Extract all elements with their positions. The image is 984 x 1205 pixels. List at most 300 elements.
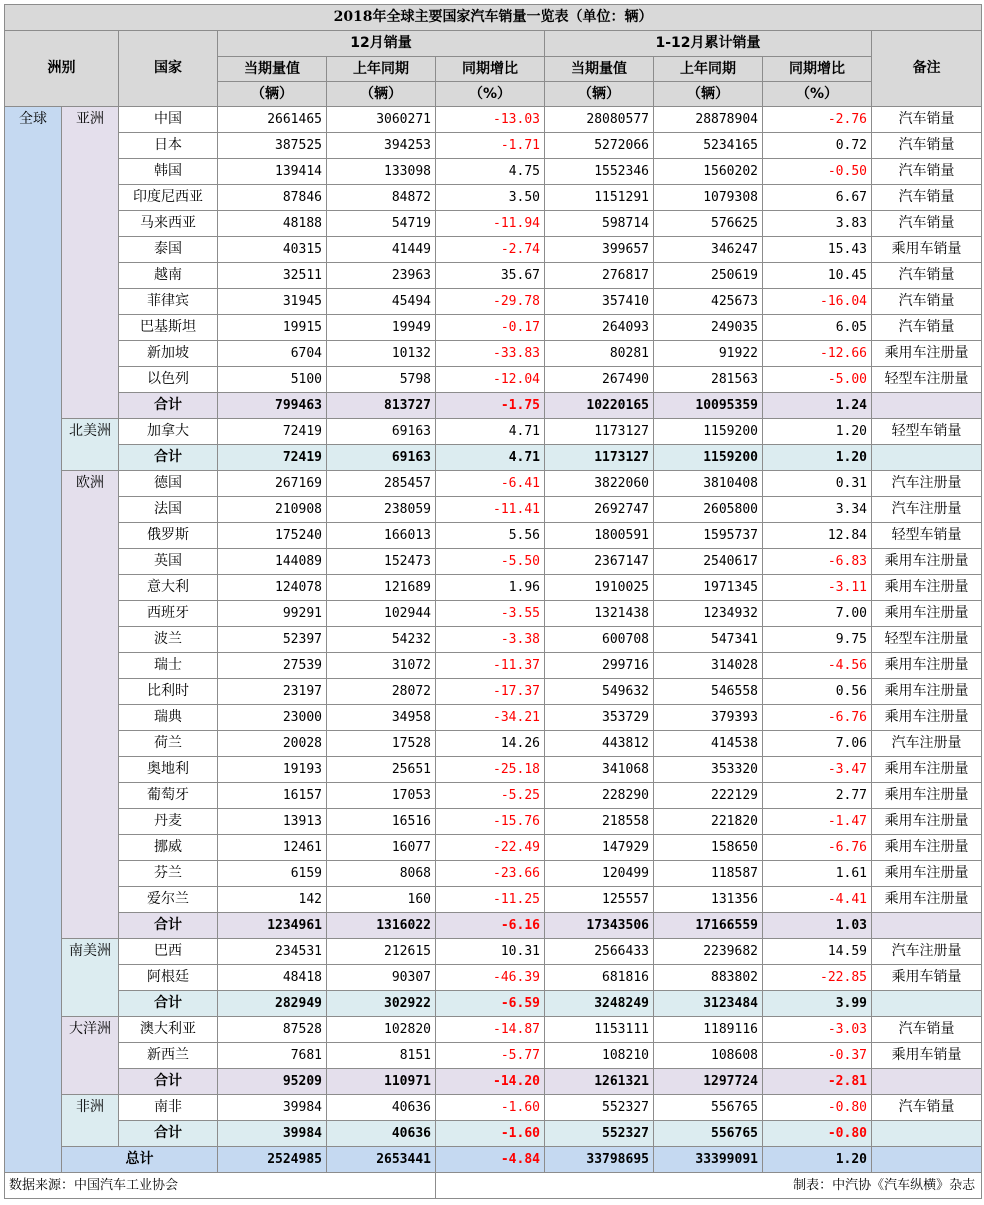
cell-dec-prev: 212615 (327, 939, 436, 965)
cell-country: 印度尼西亚 (119, 185, 218, 211)
cell-ytd-yoy: -6.76 (763, 705, 872, 731)
cell-ytd-prev: 1159200 (654, 445, 763, 471)
cell-ytd-yoy: 1.61 (763, 861, 872, 887)
cell-country: 德国 (119, 471, 218, 497)
cell-ytd-prev: 131356 (654, 887, 763, 913)
cell-ytd-yoy: -22.85 (763, 965, 872, 991)
cell-dec-yoy: -17.37 (436, 679, 545, 705)
cell-dec-yoy: 4.71 (436, 419, 545, 445)
cell-ytd-current: 3248249 (545, 991, 654, 1017)
cell-note: 汽车销量 (872, 315, 982, 341)
cell-ytd-yoy: -1.47 (763, 809, 872, 835)
table-row (5, 601, 982, 627)
table-credit: 制表：中汽协《汽车纵横》杂志 (436, 1173, 982, 1199)
cell-country: 挪威 (119, 835, 218, 861)
cell-ytd-prev: 108608 (654, 1043, 763, 1069)
cell-ytd-prev: 546558 (654, 679, 763, 705)
cell-dec-yoy: -11.37 (436, 653, 545, 679)
cell-dec-current: 1234961 (218, 913, 327, 939)
cell-ytd-current: 549632 (545, 679, 654, 705)
cell-dec-yoy: -0.17 (436, 315, 545, 341)
cell-country: 爱尔兰 (119, 887, 218, 913)
cell-dec-yoy: -23.66 (436, 861, 545, 887)
cell-ytd-yoy: -5.00 (763, 367, 872, 393)
cell-ytd-yoy: -2.81 (763, 1069, 872, 1095)
table-row (5, 341, 982, 367)
cell-note: 乘用车注册量 (872, 887, 982, 913)
cell-ytd-yoy: -4.41 (763, 887, 872, 913)
cell-dec-yoy: -11.25 (436, 887, 545, 913)
cell-ytd-prev: 17166559 (654, 913, 763, 939)
cell-ytd-current: 267490 (545, 367, 654, 393)
cell-ytd-current: 33798695 (545, 1147, 654, 1173)
cell-ytd-prev: 33399091 (654, 1147, 763, 1173)
table-row (5, 575, 982, 601)
table-row (5, 185, 982, 211)
cell-note: 乘用车注册量 (872, 575, 982, 601)
cell-note-empty (872, 393, 982, 419)
cell-note-empty (872, 1069, 982, 1095)
subtotal-label: 合计 (119, 1069, 218, 1095)
cell-country: 法国 (119, 497, 218, 523)
cell-dec-yoy: -34.21 (436, 705, 545, 731)
cell-dec-prev: 40636 (327, 1095, 436, 1121)
cell-dec-prev: 40636 (327, 1121, 436, 1147)
cell-ytd-yoy: 1.03 (763, 913, 872, 939)
table-row (5, 861, 982, 887)
cell-ytd-prev: 883802 (654, 965, 763, 991)
cell-ytd-yoy: -3.47 (763, 757, 872, 783)
header-continent: 洲别 (5, 31, 119, 107)
cell-country: 阿根廷 (119, 965, 218, 991)
total-label: 总计 (62, 1147, 218, 1173)
cell-dec-prev: 3060271 (327, 107, 436, 133)
cell-note-empty (872, 1121, 982, 1147)
table-row (5, 159, 982, 185)
cell-ytd-prev: 10095359 (654, 393, 763, 419)
cell-ytd-yoy: 3.34 (763, 497, 872, 523)
cell-dec-yoy: -15.76 (436, 809, 545, 835)
cell-dec-yoy: -25.18 (436, 757, 545, 783)
cell-country: 加拿大 (119, 419, 218, 445)
cell-note: 汽车销量 (872, 1017, 982, 1043)
cell-ytd-yoy: 0.31 (763, 471, 872, 497)
cell-country: 英国 (119, 549, 218, 575)
cell-dec-yoy: -1.71 (436, 133, 545, 159)
header-dec-yoy-unit: （%） (436, 82, 545, 107)
cell-dec-current: 20028 (218, 731, 327, 757)
cell-dec-current: 13913 (218, 809, 327, 835)
cell-dec-prev: 16077 (327, 835, 436, 861)
header-ytd-prev-unit: （辆） (654, 82, 763, 107)
cell-country: 越南 (119, 263, 218, 289)
cell-ytd-yoy: -2.76 (763, 107, 872, 133)
cell-ytd-current: 2367147 (545, 549, 654, 575)
cell-ytd-prev: 1189116 (654, 1017, 763, 1043)
cell-dec-yoy: -4.84 (436, 1147, 545, 1173)
cell-dec-yoy: -5.77 (436, 1043, 545, 1069)
cell-dec-current: 7681 (218, 1043, 327, 1069)
cell-ytd-current: 1151291 (545, 185, 654, 211)
cell-country: 荷兰 (119, 731, 218, 757)
cell-note: 汽车销量 (872, 289, 982, 315)
subtotal-label: 合计 (119, 445, 218, 471)
cell-note: 汽车销量 (872, 159, 982, 185)
cell-dec-prev: 8151 (327, 1043, 436, 1069)
cell-dec-current: 52397 (218, 627, 327, 653)
cell-dec-yoy: -1.60 (436, 1095, 545, 1121)
header-dec-current-unit: （辆） (218, 82, 327, 107)
cell-note: 轻型车注册量 (872, 627, 982, 653)
cell-country: 芬兰 (119, 861, 218, 887)
cell-dec-prev: 90307 (327, 965, 436, 991)
continent-cell: 亚洲 (62, 107, 119, 419)
cell-country: 葡萄牙 (119, 783, 218, 809)
continent-cell: 大洋洲 (62, 1017, 119, 1095)
cell-dec-yoy: -6.41 (436, 471, 545, 497)
cell-note-empty (872, 991, 982, 1017)
cell-dec-yoy: -5.25 (436, 783, 545, 809)
cell-dec-prev: 302922 (327, 991, 436, 1017)
cell-dec-current: 23000 (218, 705, 327, 731)
cell-country: 波兰 (119, 627, 218, 653)
cell-dec-current: 19915 (218, 315, 327, 341)
cell-ytd-yoy: 1.20 (763, 419, 872, 445)
cell-dec-current: 139414 (218, 159, 327, 185)
cell-dec-current: 48188 (218, 211, 327, 237)
cell-ytd-prev: 379393 (654, 705, 763, 731)
table-row (5, 289, 982, 315)
cell-dec-yoy: -1.60 (436, 1121, 545, 1147)
cell-ytd-current: 147929 (545, 835, 654, 861)
cell-ytd-current: 552327 (545, 1095, 654, 1121)
cell-ytd-current: 28080577 (545, 107, 654, 133)
cell-ytd-prev: 314028 (654, 653, 763, 679)
cell-ytd-current: 1910025 (545, 575, 654, 601)
table-row (5, 1095, 982, 1121)
cell-ytd-prev: 1079308 (654, 185, 763, 211)
header-ytd-current-unit: （辆） (545, 82, 654, 107)
table-row (5, 757, 982, 783)
cell-country: 日本 (119, 133, 218, 159)
cell-dec-prev: 19949 (327, 315, 436, 341)
table-row (5, 315, 982, 341)
cell-country: 巴西 (119, 939, 218, 965)
cell-note: 轻型车销量 (872, 523, 982, 549)
cell-note: 轻型车注册量 (872, 367, 982, 393)
cell-ytd-current: 264093 (545, 315, 654, 341)
subtotal-label: 合计 (119, 1121, 218, 1147)
cell-dec-prev: 16516 (327, 809, 436, 835)
cell-ytd-yoy: 0.56 (763, 679, 872, 705)
cell-note: 乘用车注册量 (872, 653, 982, 679)
table-row (5, 237, 982, 263)
cell-ytd-yoy: -4.56 (763, 653, 872, 679)
cell-dec-prev: 2653441 (327, 1147, 436, 1173)
table-row (5, 211, 982, 237)
cell-dec-current: 799463 (218, 393, 327, 419)
cell-ytd-yoy: 7.06 (763, 731, 872, 757)
header-ytd-yoy-unit: （%） (763, 82, 872, 107)
cell-dec-current: 19193 (218, 757, 327, 783)
header-note: 备注 (872, 31, 982, 107)
cell-dec-current: 12461 (218, 835, 327, 861)
cell-ytd-current: 552327 (545, 1121, 654, 1147)
subtotal-row (5, 393, 982, 419)
cell-country: 中国 (119, 107, 218, 133)
cell-dec-yoy: -2.74 (436, 237, 545, 263)
cell-dec-current: 99291 (218, 601, 327, 627)
table-row (5, 471, 982, 497)
cell-dec-yoy: -12.04 (436, 367, 545, 393)
cell-ytd-yoy: 1.24 (763, 393, 872, 419)
cell-ytd-prev: 3810408 (654, 471, 763, 497)
continent-cell: 非洲 (62, 1095, 119, 1147)
cell-ytd-current: 681816 (545, 965, 654, 991)
cell-dec-prev: 84872 (327, 185, 436, 211)
cell-ytd-yoy: 14.59 (763, 939, 872, 965)
cell-ytd-current: 399657 (545, 237, 654, 263)
cell-dec-yoy: -6.16 (436, 913, 545, 939)
cell-note: 乘用车注册量 (872, 783, 982, 809)
cell-dec-prev: 121689 (327, 575, 436, 601)
cell-ytd-yoy: 15.43 (763, 237, 872, 263)
cell-dec-current: 72419 (218, 445, 327, 471)
cell-ytd-yoy: 1.20 (763, 445, 872, 471)
cell-dec-prev: 69163 (327, 419, 436, 445)
cell-note: 乘用车注册量 (872, 835, 982, 861)
cell-country: 马来西亚 (119, 211, 218, 237)
cell-dec-prev: 8068 (327, 861, 436, 887)
cell-dec-current: 282949 (218, 991, 327, 1017)
cell-dec-yoy: 14.26 (436, 731, 545, 757)
cell-dec-current: 387525 (218, 133, 327, 159)
cell-dec-prev: 102820 (327, 1017, 436, 1043)
cell-ytd-yoy: -0.37 (763, 1043, 872, 1069)
cell-dec-current: 6704 (218, 341, 327, 367)
cell-note: 乘用车注册量 (872, 861, 982, 887)
header-dec-yoy: 同期增比 (436, 57, 545, 82)
cell-ytd-current: 80281 (545, 341, 654, 367)
cell-dec-current: 87528 (218, 1017, 327, 1043)
cell-dec-yoy: 35.67 (436, 263, 545, 289)
subtotal-row (5, 445, 982, 471)
cell-country: 西班牙 (119, 601, 218, 627)
table-row (5, 1017, 982, 1043)
cell-dec-current: 175240 (218, 523, 327, 549)
cell-ytd-yoy: -0.80 (763, 1121, 872, 1147)
cell-note-empty (872, 1147, 982, 1173)
cell-ytd-prev: 556765 (654, 1121, 763, 1147)
cell-note: 汽车销量 (872, 263, 982, 289)
cell-dec-prev: 5798 (327, 367, 436, 393)
cell-dec-yoy: 4.71 (436, 445, 545, 471)
table-title: 2018年全球主要国家汽车销量一览表（单位：辆） (5, 5, 982, 31)
cell-ytd-prev: 1971345 (654, 575, 763, 601)
cell-dec-current: 5100 (218, 367, 327, 393)
cell-ytd-current: 600708 (545, 627, 654, 653)
cell-dec-prev: 160 (327, 887, 436, 913)
cell-ytd-yoy: 6.67 (763, 185, 872, 211)
cell-dec-current: 31945 (218, 289, 327, 315)
cell-dec-prev: 1316022 (327, 913, 436, 939)
cell-dec-yoy: -11.41 (436, 497, 545, 523)
cell-country: 奥地利 (119, 757, 218, 783)
cell-ytd-current: 10220165 (545, 393, 654, 419)
cell-dec-yoy: -6.59 (436, 991, 545, 1017)
table-row (5, 731, 982, 757)
cell-ytd-yoy: 6.05 (763, 315, 872, 341)
cell-dec-yoy: 5.56 (436, 523, 545, 549)
header-cumulative-sales: 1-12月累计销量 (545, 31, 872, 57)
header-dec-current: 当期量值 (218, 57, 327, 82)
cell-ytd-prev: 346247 (654, 237, 763, 263)
cell-note: 乘用车注册量 (872, 549, 982, 575)
cell-dec-yoy: 1.96 (436, 575, 545, 601)
cell-note: 汽车销量 (872, 107, 982, 133)
table-row (5, 939, 982, 965)
cell-ytd-prev: 2605800 (654, 497, 763, 523)
cell-ytd-prev: 221820 (654, 809, 763, 835)
cell-dec-current: 48418 (218, 965, 327, 991)
cell-dec-prev: 133098 (327, 159, 436, 185)
cell-dec-current: 95209 (218, 1069, 327, 1095)
cell-dec-prev: 102944 (327, 601, 436, 627)
cell-ytd-prev: 1159200 (654, 419, 763, 445)
cell-country: 南非 (119, 1095, 218, 1121)
table-row (5, 835, 982, 861)
cell-ytd-prev: 1560202 (654, 159, 763, 185)
cell-country: 意大利 (119, 575, 218, 601)
cell-country: 新西兰 (119, 1043, 218, 1069)
cell-note: 汽车注册量 (872, 731, 982, 757)
cell-country: 泰国 (119, 237, 218, 263)
cell-ytd-yoy: 3.83 (763, 211, 872, 237)
cell-dec-yoy: -46.39 (436, 965, 545, 991)
cell-ytd-current: 1552346 (545, 159, 654, 185)
cell-ytd-prev: 118587 (654, 861, 763, 887)
cell-ytd-current: 120499 (545, 861, 654, 887)
cell-dec-current: 124078 (218, 575, 327, 601)
subtotal-row (5, 913, 982, 939)
cell-ytd-current: 1261321 (545, 1069, 654, 1095)
cell-ytd-yoy: 9.75 (763, 627, 872, 653)
cell-dec-current: 16157 (218, 783, 327, 809)
data-source: 数据来源：中国汽车工业协会 (5, 1173, 436, 1199)
cell-note: 汽车注册量 (872, 471, 982, 497)
table-row (5, 809, 982, 835)
cell-dec-prev: 69163 (327, 445, 436, 471)
cell-ytd-prev: 2239682 (654, 939, 763, 965)
table-row (5, 965, 982, 991)
cell-dec-yoy: -33.83 (436, 341, 545, 367)
cell-dec-prev: 152473 (327, 549, 436, 575)
table-row (5, 1043, 982, 1069)
cell-ytd-prev: 353320 (654, 757, 763, 783)
cell-ytd-current: 218558 (545, 809, 654, 835)
cell-ytd-prev: 28878904 (654, 107, 763, 133)
cell-dec-current: 210908 (218, 497, 327, 523)
cell-note: 乘用车注册量 (872, 601, 982, 627)
cell-dec-yoy: -29.78 (436, 289, 545, 315)
table-row (5, 497, 982, 523)
cell-ytd-current: 353729 (545, 705, 654, 731)
table-row (5, 419, 982, 445)
cell-dec-prev: 28072 (327, 679, 436, 705)
table-row (5, 627, 982, 653)
cell-ytd-current: 108210 (545, 1043, 654, 1069)
subtotal-row (5, 1069, 982, 1095)
table-row (5, 783, 982, 809)
cell-ytd-prev: 158650 (654, 835, 763, 861)
cell-note: 汽车注册量 (872, 497, 982, 523)
cell-dec-yoy: -14.87 (436, 1017, 545, 1043)
cell-dec-prev: 285457 (327, 471, 436, 497)
cell-country: 瑞士 (119, 653, 218, 679)
cell-dec-yoy: -22.49 (436, 835, 545, 861)
cell-ytd-current: 2566433 (545, 939, 654, 965)
sales-table-container (4, 4, 981, 1199)
cell-dec-current: 144089 (218, 549, 327, 575)
cell-ytd-current: 1153111 (545, 1017, 654, 1043)
cell-ytd-yoy: 2.77 (763, 783, 872, 809)
cell-country: 巴基斯坦 (119, 315, 218, 341)
cell-note: 乘用车销量 (872, 1043, 982, 1069)
table-row (5, 133, 982, 159)
cell-dec-current: 142 (218, 887, 327, 913)
cell-note: 汽车销量 (872, 1095, 982, 1121)
cell-ytd-prev: 1297724 (654, 1069, 763, 1095)
cell-note: 轻型车销量 (872, 419, 982, 445)
table-row (5, 549, 982, 575)
cell-ytd-prev: 414538 (654, 731, 763, 757)
subtotal-label: 合计 (119, 991, 218, 1017)
cell-ytd-current: 1800591 (545, 523, 654, 549)
grand-total-row (5, 1147, 982, 1173)
cell-ytd-yoy: 3.99 (763, 991, 872, 1017)
cell-dec-yoy: -13.03 (436, 107, 545, 133)
cell-note: 汽车销量 (872, 211, 982, 237)
cell-note: 汽车销量 (872, 133, 982, 159)
cell-dec-prev: 10132 (327, 341, 436, 367)
cell-ytd-current: 17343506 (545, 913, 654, 939)
cell-note-empty (872, 445, 982, 471)
cell-dec-current: 2524985 (218, 1147, 327, 1173)
cell-dec-prev: 54719 (327, 211, 436, 237)
cell-ytd-current: 1321438 (545, 601, 654, 627)
cell-dec-current: 40315 (218, 237, 327, 263)
cell-country: 新加坡 (119, 341, 218, 367)
cell-dec-current: 72419 (218, 419, 327, 445)
header-december-sales: 12月销量 (218, 31, 545, 57)
cell-dec-current: 87846 (218, 185, 327, 211)
cell-ytd-current: 443812 (545, 731, 654, 757)
cell-ytd-current: 341068 (545, 757, 654, 783)
table-row (5, 705, 982, 731)
cell-dec-yoy: -3.55 (436, 601, 545, 627)
cell-dec-current: 267169 (218, 471, 327, 497)
cell-ytd-prev: 1595737 (654, 523, 763, 549)
cell-dec-yoy: 10.31 (436, 939, 545, 965)
subtotal-row (5, 1121, 982, 1147)
cell-ytd-yoy: 12.84 (763, 523, 872, 549)
cell-ytd-yoy: -6.83 (763, 549, 872, 575)
cell-ytd-current: 1173127 (545, 445, 654, 471)
cell-ytd-current: 5272066 (545, 133, 654, 159)
cell-dec-current: 39984 (218, 1121, 327, 1147)
cell-ytd-current: 357410 (545, 289, 654, 315)
header-dec-prev-unit: （辆） (327, 82, 436, 107)
